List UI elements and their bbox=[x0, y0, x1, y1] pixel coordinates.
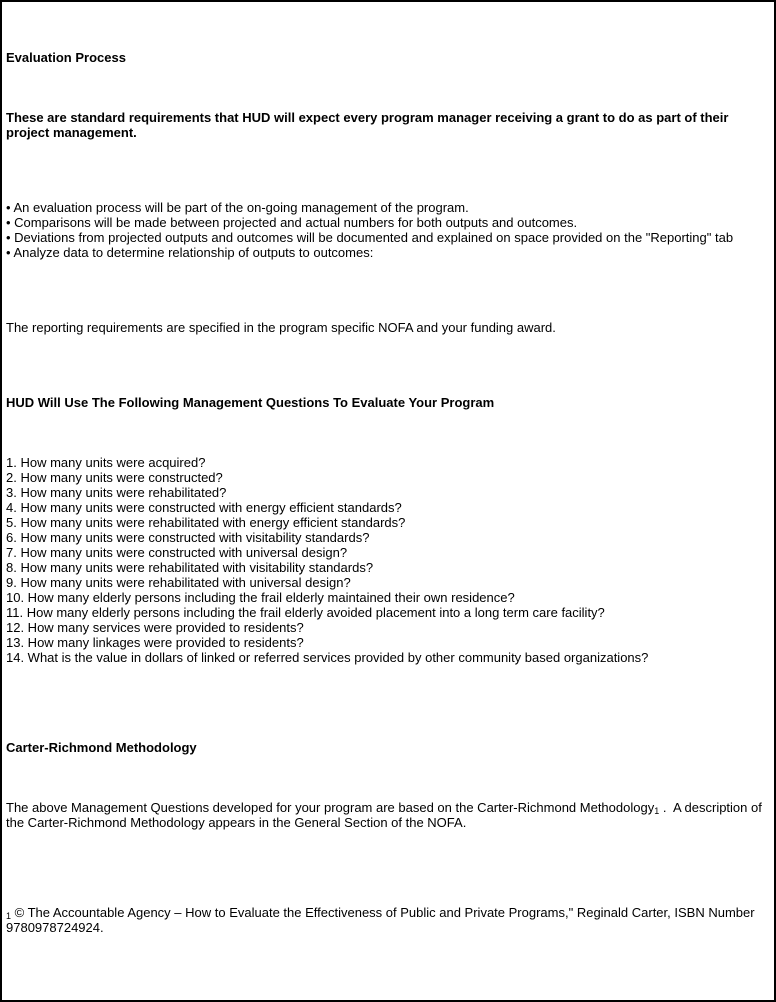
question-item: 3. How many units were rehabilitated? bbox=[6, 485, 227, 500]
carter-footnote-marker: 1 bbox=[654, 806, 660, 816]
bullet-list bbox=[6, 200, 766, 260]
footnote-text: © The Accountable Agency – How to Evaluate the Effectiveness of Public and Private Programs," Reginald Carter, ISBN Number 9780978724924. bbox=[6, 905, 759, 935]
intro-paragraph: These are standard requirements that HUD will expect every program manager receiving a grant to do as part of their project management. bbox=[6, 110, 733, 140]
question-item: 10. How many elderly persons including the frail elderly maintained their own residence? bbox=[6, 590, 515, 605]
question-item: 8. How many units were rehabilitated with visitability standards? bbox=[6, 560, 374, 575]
question-item: 9. How many units were rehabilitated with universal design? bbox=[6, 575, 351, 590]
page-title: Evaluation Process bbox=[6, 50, 126, 65]
question-item: 2. How many units were constructed? bbox=[6, 470, 223, 485]
question-item: 5. How many units were rehabilitated with energy efficient standards? bbox=[6, 515, 406, 530]
footnote bbox=[6, 905, 766, 935]
question-item: 4. How many units were constructed with energy efficient standards? bbox=[6, 500, 402, 515]
bullet-item: • Deviations from projected outputs and outcomes will be documented and explained on space provided on the "Reporting" tab bbox=[6, 230, 734, 245]
footnote-marker: 1 bbox=[6, 911, 12, 921]
reporting-note: The reporting requirements are specified in the program specific NOFA and your funding award. bbox=[6, 320, 556, 335]
question-item: 6. How many units were constructed with visitability standards? bbox=[6, 530, 370, 545]
bullet-item: • Comparisons will be made between projected and actual numbers for both outputs and outcomes. bbox=[6, 215, 578, 230]
question-item: 1. How many units were acquired? bbox=[6, 455, 206, 470]
question-item: 13. How many linkages were provided to residents? bbox=[6, 635, 304, 650]
question-item: 11. How many elderly persons including the frail elderly avoided placement into a long term care facility? bbox=[6, 605, 605, 620]
carter-heading: Carter-Richmond Methodology bbox=[6, 740, 197, 755]
question-item: 14. What is the value in dollars of linked or referred services provided by other community based organizations? bbox=[6, 650, 649, 665]
question-item: 7. How many units were constructed with universal design? bbox=[6, 545, 348, 560]
questions-list bbox=[6, 455, 766, 665]
questions-heading: HUD Will Use The Following Management Questions To Evaluate Your Program bbox=[6, 395, 495, 410]
carter-paragraph-text-after: . A description of the Carter-Richmond Methodology appears in the General Section of the NOFA. bbox=[6, 800, 766, 830]
carter-paragraph-text: The above Management Questions developed for your program are based on the Carter-Richmond Methodology bbox=[6, 800, 655, 815]
question-item: 12. How many services were provided to residents? bbox=[6, 620, 304, 635]
bullet-item: • An evaluation process will be part of the on-going management of the program. bbox=[6, 200, 469, 215]
carter-paragraph bbox=[6, 800, 766, 830]
bullet-item: • Analyze data to determine relationship of outputs to outcomes: bbox=[6, 245, 374, 260]
